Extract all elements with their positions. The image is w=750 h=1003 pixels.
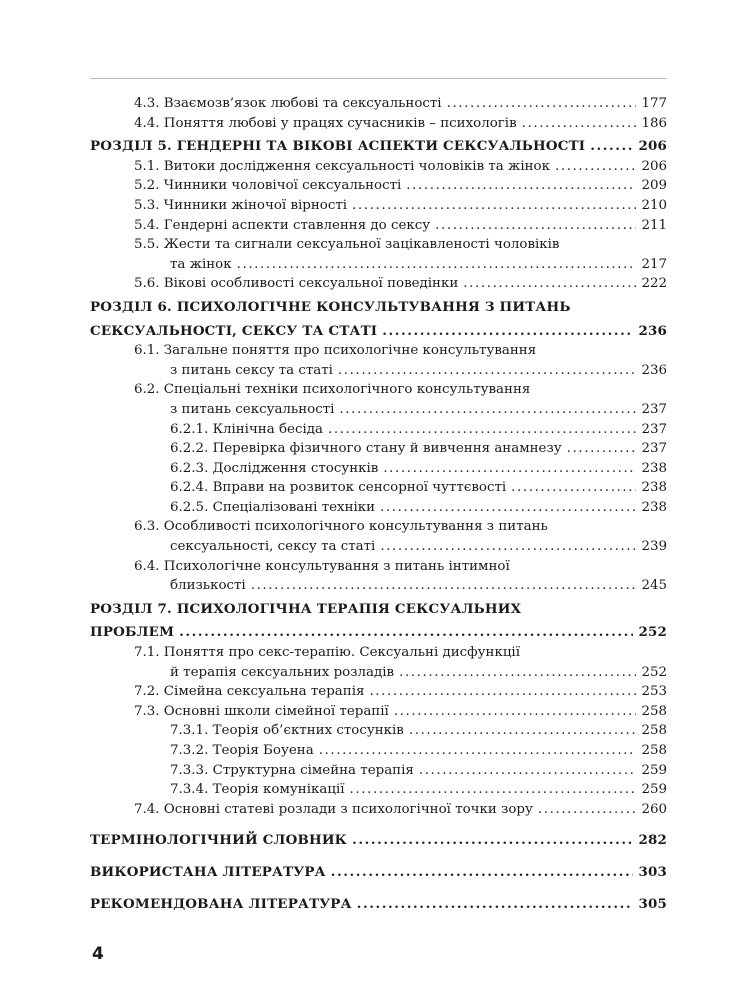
- toc-entry-page: 177: [641, 96, 667, 111]
- dot-leader: [399, 663, 636, 683]
- toc-entry: [90, 298, 667, 318]
- toc-entry-title: 6.2.1. Клінічна бесіда: [170, 421, 323, 437]
- toc-entry-page: 186: [641, 115, 667, 131]
- toc-entry: [90, 517, 667, 537]
- dot-leader: [511, 478, 636, 498]
- toc-entry: [90, 895, 667, 915]
- dot-leader: [555, 157, 636, 177]
- toc-entry-page: 211: [641, 217, 667, 233]
- toc-entry-page: 237: [641, 441, 667, 457]
- toc-entry: [90, 863, 667, 883]
- dot-leader: [522, 114, 637, 134]
- toc-entry-title: РОЗДІЛ 5. ГЕНДЕРНІ ТА ВІКОВІ АСПЕКТИ СЕКСУАЛЬНОСТІ: [90, 138, 586, 155]
- dot-leader: [380, 537, 636, 557]
- dot-leader: [369, 682, 636, 702]
- dot-leader: [463, 274, 636, 294]
- toc-entry-title: 6.1. Загальне поняття про психологічне консультування: [134, 343, 537, 359]
- toc-entry-title: 7.3. Основні школи сімейної терапії: [134, 703, 389, 719]
- toc-entry-title: 4.4. Поняття любові у працях сучасників – психологів: [134, 115, 517, 131]
- toc-entry: [90, 439, 667, 459]
- toc-entry-title: 6.2.4. Вправи на розвиток сенсорної чуттєвості: [170, 480, 507, 496]
- toc-entry-page: 259: [641, 762, 667, 778]
- toc-entry-title: РОЗДІЛ 6. ПСИХОЛОГІЧНЕ КОНСУЛЬТУВАННЯ З ПИТАНЬ: [90, 298, 571, 315]
- toc-entry-title: 5.6. Вікові особливості сексуальної поведінки: [134, 276, 459, 292]
- header-rule: [90, 78, 667, 79]
- toc-entry-title: 7.2. Сімейна сексуальна терапія: [134, 684, 365, 700]
- dot-leader: [394, 702, 637, 722]
- toc-entry-page: 252: [641, 664, 667, 680]
- dot-leader: [382, 322, 633, 342]
- toc-entry-title: та жінок: [170, 256, 232, 272]
- toc-entry-title: 6.2. Спеціальні техніки психологічного консультування: [134, 382, 531, 398]
- dot-leader: [538, 800, 637, 820]
- toc-entry: [90, 557, 667, 577]
- toc-entry-title: 7.3.3. Структурна сімейна терапія: [170, 762, 414, 778]
- dot-leader: [352, 831, 633, 851]
- dot-leader: [331, 863, 634, 883]
- toc-entry-title: ТЕРМІНОЛОГІЧНИЙ СЛОВНИК: [90, 832, 348, 849]
- toc-entry-page: 252: [638, 624, 667, 641]
- toc-entry: [90, 576, 667, 596]
- toc-entry-title: 7.4. Основні статеві розлади з психологічної точки зору: [134, 801, 533, 817]
- toc-entry: [90, 663, 667, 683]
- toc-entry: [90, 216, 667, 236]
- toc-entry-title: сексуальності, сексу та статі: [170, 539, 376, 555]
- toc-entry-page: 258: [641, 723, 667, 739]
- toc-entry: [90, 420, 667, 440]
- dot-leader: [409, 721, 637, 741]
- toc-entry-page: 282: [638, 832, 667, 849]
- toc-entry-title: 7.3.2. Теорія Боуена: [170, 743, 314, 758]
- toc-entry-title: з питань сексу та статі: [170, 362, 333, 378]
- toc-entry-page: 222: [641, 276, 667, 292]
- toc-entry-page: 253: [641, 684, 667, 700]
- toc-entry: [90, 400, 667, 420]
- dot-leader: [435, 216, 636, 236]
- dot-leader: [567, 439, 637, 459]
- page-number: 4: [92, 944, 104, 964]
- toc-entry-title: 4.3. Взаємозв’язок любові та сексуальності: [134, 96, 442, 111]
- toc-entry-title: 6.2.2. Перевірка фізичного стану й вивчення анамнезу: [170, 441, 562, 457]
- toc-entry-page: 238: [641, 480, 667, 496]
- toc-entry-title: 5.4. Гендерні аспекти ставлення до сексу: [134, 217, 431, 233]
- toc-entry: [90, 761, 667, 781]
- dot-leader: [350, 780, 637, 800]
- dot-leader: [352, 196, 636, 216]
- dot-leader: [590, 137, 633, 157]
- toc-entry: [90, 537, 667, 557]
- dot-leader: [339, 400, 636, 420]
- toc-entry-page: 239: [641, 539, 667, 555]
- dot-leader: [383, 459, 636, 479]
- toc-entry-title: 7.3.1. Теорія об’єктних стосунків: [170, 723, 404, 739]
- dot-leader: [338, 361, 637, 381]
- dot-leader: [237, 255, 637, 275]
- toc-entry-title: ПРОБЛЕМ: [90, 624, 175, 641]
- dot-leader: [447, 94, 637, 114]
- toc-entry: [90, 176, 667, 196]
- dot-leader: [251, 576, 637, 596]
- toc-entry: [90, 94, 667, 114]
- toc-entry: [90, 196, 667, 216]
- dot-leader: [419, 761, 637, 781]
- toc-entry: [90, 322, 667, 342]
- toc-entry: [90, 114, 667, 134]
- toc-entry: [90, 643, 667, 663]
- toc-entry: [90, 623, 667, 643]
- toc-entry-title: з питань сексуальності: [170, 401, 335, 417]
- toc-entry-title: 5.1. Витоки дослідження сексуальності чоловіків та жінок: [134, 158, 550, 174]
- toc-entry-page: 258: [641, 703, 667, 719]
- dot-leader: [406, 176, 636, 196]
- toc-entry-title: 5.5. Жести та сигнали сексуальної зацікавленості чоловіків: [134, 237, 560, 253]
- toc-entry: [90, 341, 667, 361]
- toc-entry: [90, 137, 667, 157]
- toc-entry: [90, 682, 667, 702]
- dot-leader: [380, 498, 636, 518]
- toc-entry-title: РОЗДІЛ 7. ПСИХОЛОГІЧНА ТЕРАПІЯ СЕКСУАЛЬНИХ: [90, 600, 522, 617]
- toc-entry-page: 258: [641, 743, 667, 758]
- toc-entry: [90, 741, 667, 761]
- toc-entry: [90, 721, 667, 741]
- toc-entry-title: 6.2.5. Спеціалізовані техніки: [170, 499, 376, 515]
- toc-entry-title: 5.3. Чинники жіночої вірності: [134, 197, 348, 213]
- dot-leader: [357, 895, 634, 915]
- toc-entry-page: 245: [641, 578, 667, 594]
- toc-entry-title: 6.4. Психологічне консультування з питань інтимної: [134, 558, 510, 574]
- toc-entry-page: 236: [638, 322, 667, 339]
- dot-leader: [319, 741, 637, 761]
- toc-entry-page: 303: [638, 863, 667, 880]
- toc-entry-title: близькості: [170, 578, 246, 594]
- toc-entry: [90, 800, 667, 820]
- toc-entry-page: 259: [641, 782, 667, 798]
- toc-entry: [90, 255, 667, 275]
- toc-entry-page: 236: [641, 362, 667, 378]
- toc-entry-title: 7.3.4. Теорія комунікації: [170, 782, 345, 798]
- toc-entry-title: 6.2.3. Дослідження стосунків: [170, 460, 379, 476]
- toc-entry: [90, 380, 667, 400]
- toc-entry-title: СЕКСУАЛЬНОСТІ, СЕКСУ ТА СТАТІ: [90, 322, 378, 339]
- toc-entry-page: 209: [641, 178, 667, 194]
- toc-entry-title: 5.2. Чинники чоловічої сексуальності: [134, 178, 402, 194]
- toc-entry: [90, 235, 667, 255]
- toc-entry-page: 305: [638, 895, 667, 912]
- toc-entry-title: 7.1. Поняття про секс-терапію. Сексуальні дисфункції: [134, 645, 521, 661]
- toc-entry-title: ВИКОРИСТАНА ЛІТЕРАТУРА: [90, 863, 326, 880]
- toc-entry: [90, 274, 667, 294]
- toc-entry: [90, 361, 667, 381]
- toc-entry: [90, 157, 667, 177]
- toc-entry: [90, 702, 667, 722]
- toc-entry: [90, 780, 667, 800]
- toc-entry-page: 237: [641, 421, 667, 437]
- toc-entry-page: 206: [641, 158, 667, 174]
- toc-entry: [90, 498, 667, 518]
- toc-entry-page: 237: [641, 401, 667, 417]
- toc-entry: [90, 831, 667, 851]
- toc-entry-page: 217: [641, 256, 667, 272]
- dot-leader: [179, 623, 633, 643]
- table-of-contents: [90, 94, 667, 914]
- toc-entry: [90, 600, 667, 620]
- toc-entry-page: 238: [641, 460, 667, 476]
- toc-entry: [90, 478, 667, 498]
- toc-entry-page: 206: [638, 138, 667, 155]
- toc-entry-page: 238: [641, 499, 667, 515]
- toc-entry-title: 6.3. Особливості психологічного консультування з питань: [134, 519, 548, 535]
- dot-leader: [328, 420, 636, 440]
- toc-entry: [90, 459, 667, 479]
- toc-entry-title: РЕКОМЕНДОВАНА ЛІТЕРАТУРА: [90, 895, 352, 912]
- toc-entry-page: 210: [641, 197, 667, 213]
- toc-entry-page: 260: [641, 801, 667, 817]
- toc-entry-title: й терапія сексуальних розладів: [170, 664, 395, 680]
